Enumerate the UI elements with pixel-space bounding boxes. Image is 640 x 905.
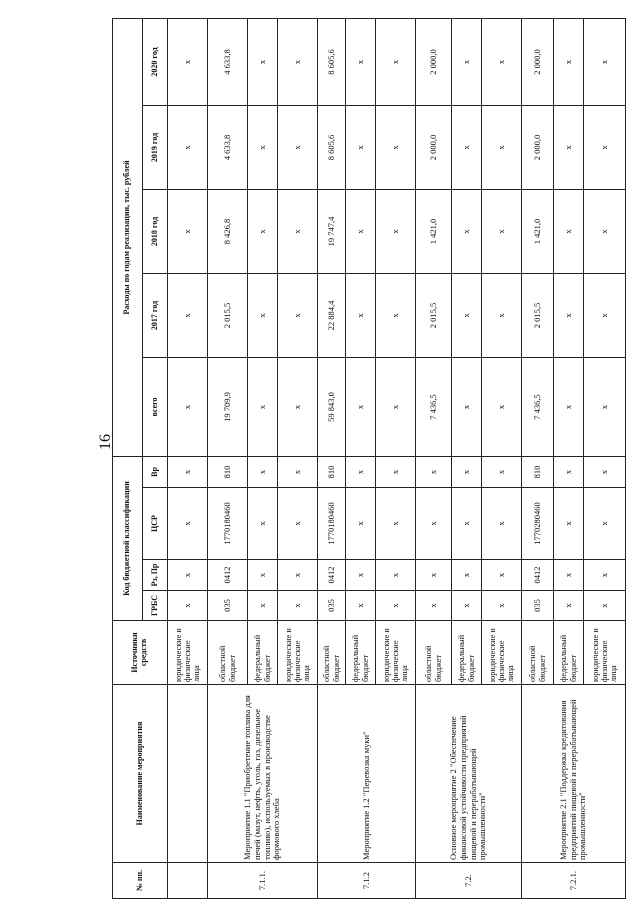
total-cell: x — [346, 357, 376, 456]
header-budget-code: Код бюджетной классификации — [113, 456, 143, 620]
y2018-cell: x — [278, 189, 318, 273]
total-cell: 7 436,5 — [522, 357, 554, 456]
vr-cell: 810 — [522, 456, 554, 487]
csr-cell: x — [554, 488, 584, 560]
header-csr: ЦСР — [143, 488, 168, 560]
source-cell: юридические и физические лица — [482, 621, 522, 685]
source-cell: юридические и физические лица — [168, 621, 208, 685]
source-cell: областной бюджет — [208, 621, 248, 685]
grbs-cell: x — [554, 591, 584, 621]
grbs-cell: 035 — [522, 591, 554, 621]
header-grbs: ГРБС — [143, 591, 168, 621]
vr-cell: x — [554, 456, 584, 487]
total-cell: x — [168, 357, 208, 456]
row-num — [168, 863, 208, 899]
y2019-cell: x — [346, 105, 376, 189]
csr-cell: x — [248, 488, 278, 560]
grbs-cell: x — [168, 591, 208, 621]
row-num: 7.2. — [416, 863, 522, 899]
y2020-cell: x — [168, 18, 208, 105]
rzpr-cell: x — [248, 560, 278, 591]
y2017-cell: x — [278, 273, 318, 357]
rzpr-cell: 0412 — [318, 560, 346, 591]
y2017-cell: x — [554, 273, 584, 357]
header-2019: 2019 год — [143, 105, 168, 189]
rzpr-cell: 0412 — [208, 560, 248, 591]
header-source: Источники средств — [113, 621, 168, 685]
y2020-cell: x — [554, 18, 584, 105]
csr-cell: 1770280460 — [522, 488, 554, 560]
total-cell: 19 709,9 — [208, 357, 248, 456]
grbs-cell: x — [248, 591, 278, 621]
vr-cell: x — [376, 456, 416, 487]
total-cell: x — [278, 357, 318, 456]
y2019-cell: x — [584, 105, 626, 189]
measure-name: Мероприятие 2.1 "Поддержка кредитования предприятий пищевой и перерабатывающей промышленности" — [522, 685, 626, 863]
total-cell: x — [584, 357, 626, 456]
total-cell: x — [554, 357, 584, 456]
vr-cell: 810 — [208, 456, 248, 487]
y2019-cell: 8 605,6 — [318, 105, 346, 189]
grbs-cell: x — [346, 591, 376, 621]
y2020-cell: 4 633,8 — [208, 18, 248, 105]
csr-cell: x — [482, 488, 522, 560]
grbs-cell: x — [278, 591, 318, 621]
table-row — [318, 18, 346, 898]
grbs-cell: 035 — [208, 591, 248, 621]
header-2020: 2020 год — [143, 18, 168, 105]
source-cell: областной бюджет — [416, 621, 452, 685]
y2019-cell: 2 000,0 — [416, 105, 452, 189]
vr-cell: x — [416, 456, 452, 487]
grbs-cell: x — [416, 591, 452, 621]
source-cell: федеральный бюджет — [346, 621, 376, 685]
source-cell: федеральный бюджет — [554, 621, 584, 685]
y2020-cell: 2 000,0 — [416, 18, 452, 105]
measure-name: Мероприятие 1.2 "Перевозка муки" — [318, 685, 416, 863]
y2017-cell: 2 015,5 — [208, 273, 248, 357]
y2017-cell: x — [168, 273, 208, 357]
grbs-cell: x — [482, 591, 522, 621]
csr-cell: x — [168, 488, 208, 560]
y2018-cell: 1 421,0 — [416, 189, 452, 273]
header-total: всего — [143, 357, 168, 456]
y2018-cell: x — [168, 189, 208, 273]
y2020-cell: x — [346, 18, 376, 105]
total-cell: 59 843,0 — [318, 357, 346, 456]
vr-cell: 810 — [318, 456, 346, 487]
total-cell: x — [452, 357, 482, 456]
y2020-cell: x — [278, 18, 318, 105]
rzpr-cell: x — [346, 560, 376, 591]
y2018-cell: x — [346, 189, 376, 273]
y2017-cell: 2 015,5 — [522, 273, 554, 357]
y2020-cell: x — [584, 18, 626, 105]
y2020-cell: x — [248, 18, 278, 105]
measure-name: Основное мероприятие 2 "Обеспечение финансовой устойчивости предприятий пищевой и перерабатывающей промышленности" — [416, 685, 522, 863]
y2020-cell: x — [452, 18, 482, 105]
grbs-cell: x — [584, 591, 626, 621]
table-body — [168, 18, 626, 898]
vr-cell: x — [346, 456, 376, 487]
total-cell: x — [248, 357, 278, 456]
y2019-cell: x — [248, 105, 278, 189]
vr-cell: x — [584, 456, 626, 487]
y2017-cell: x — [248, 273, 278, 357]
y2019-cell: x — [554, 105, 584, 189]
source-cell: юридические и физические лица — [376, 621, 416, 685]
rzpr-cell: x — [452, 560, 482, 591]
budget-table — [112, 18, 626, 899]
total-cell: 7 436,5 — [416, 357, 452, 456]
rzpr-cell: x — [416, 560, 452, 591]
source-cell: областной бюджет — [318, 621, 346, 685]
header-2018: 2018 год — [143, 189, 168, 273]
y2017-cell: 22 884,4 — [318, 273, 346, 357]
header-expenses: Расходы по годам реализации, тыс. рублей — [113, 18, 143, 456]
source-cell: юридические и физические лица — [584, 621, 626, 685]
y2017-cell: x — [584, 273, 626, 357]
rzpr-cell: x — [376, 560, 416, 591]
source-cell: федеральный бюджет — [248, 621, 278, 685]
y2019-cell: x — [452, 105, 482, 189]
header-name: Наименование мероприятия — [113, 685, 168, 863]
header-num: № пп. — [113, 863, 168, 899]
vr-cell: x — [452, 456, 482, 487]
y2019-cell: x — [482, 105, 522, 189]
y2019-cell: 4 633,8 — [208, 105, 248, 189]
measure-name: Мероприятие 1.1 "Приобретение топлива для печей (мазут, нефть, уголь, газ, дизельное топливо), используемых в производстве формового хлеба — [208, 685, 318, 863]
csr-cell: 1770180460 — [318, 488, 346, 560]
source-cell: федеральный бюджет — [452, 621, 482, 685]
rzpr-cell: x — [554, 560, 584, 591]
csr-cell: 1770180460 — [208, 488, 248, 560]
total-cell: x — [482, 357, 522, 456]
table-row — [168, 18, 208, 898]
csr-cell: x — [452, 488, 482, 560]
y2017-cell: x — [482, 273, 522, 357]
rzpr-cell: x — [278, 560, 318, 591]
y2019-cell: x — [278, 105, 318, 189]
row-num: 7.1.2 — [318, 863, 416, 899]
header-vr: Вр — [143, 456, 168, 487]
vr-cell: x — [248, 456, 278, 487]
rzpr-cell: x — [168, 560, 208, 591]
y2019-cell: x — [168, 105, 208, 189]
vr-cell: x — [278, 456, 318, 487]
y2018-cell: 1 421,0 — [522, 189, 554, 273]
y2018-cell: x — [554, 189, 584, 273]
y2019-cell: x — [376, 105, 416, 189]
csr-cell: x — [584, 488, 626, 560]
grbs-cell: 035 — [318, 591, 346, 621]
y2018-cell: x — [248, 189, 278, 273]
y2018-cell: x — [452, 189, 482, 273]
row-num: 7.1.1. — [208, 863, 318, 899]
grbs-cell: x — [452, 591, 482, 621]
table-row — [522, 18, 554, 898]
measure-name — [168, 685, 208, 863]
rzpr-cell: x — [482, 560, 522, 591]
page-number: 16 — [97, 434, 114, 450]
rzpr-cell: 0412 — [522, 560, 554, 591]
y2018-cell: 8 426,8 — [208, 189, 248, 273]
y2017-cell: x — [376, 273, 416, 357]
y2018-cell: 19 747,4 — [318, 189, 346, 273]
table-row — [208, 18, 248, 898]
csr-cell: x — [376, 488, 416, 560]
y2017-cell: x — [346, 273, 376, 357]
y2020-cell: 2 000,0 — [522, 18, 554, 105]
csr-cell: x — [278, 488, 318, 560]
header-rzpr: Рз, Пр — [143, 560, 168, 591]
rzpr-cell: x — [584, 560, 626, 591]
y2018-cell: x — [584, 189, 626, 273]
vr-cell: x — [482, 456, 522, 487]
vr-cell: x — [168, 456, 208, 487]
y2017-cell: x — [452, 273, 482, 357]
row-num: 7.2.1. — [522, 863, 626, 899]
y2020-cell: x — [376, 18, 416, 105]
y2020-cell: 8 605,6 — [318, 18, 346, 105]
y2019-cell: 2 000,0 — [522, 105, 554, 189]
total-cell: x — [376, 357, 416, 456]
y2020-cell: x — [482, 18, 522, 105]
source-cell: юридические и физические лица — [278, 621, 318, 685]
y2018-cell: x — [482, 189, 522, 273]
csr-cell: x — [346, 488, 376, 560]
source-cell: областной бюджет — [522, 621, 554, 685]
csr-cell: x — [416, 488, 452, 560]
header-2017: 2017 год — [143, 273, 168, 357]
y2017-cell: 2 015,5 — [416, 273, 452, 357]
table-row — [416, 18, 452, 898]
grbs-cell: x — [376, 591, 416, 621]
y2018-cell: x — [376, 189, 416, 273]
